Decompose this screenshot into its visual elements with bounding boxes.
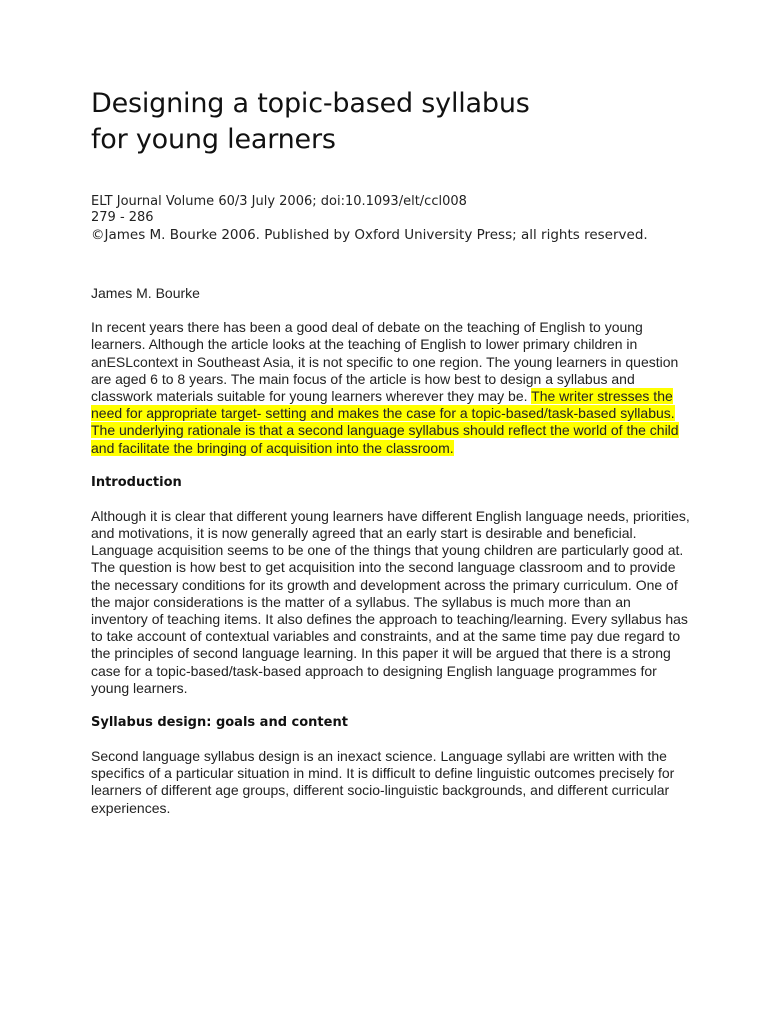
title-line-1: Designing a topic-based syllabus <box>91 88 530 119</box>
section-heading-syllabus-design: Syllabus design: goals and content <box>91 715 348 731</box>
copyright-icon: © <box>91 227 105 243</box>
highlighted-abstract-text: The writer stresses the need for appropriate target- setting and makes the case for a topic-based/task-based syllabus. The underlying rationale is that a second language syllabus should reflect the world of the child and facilitate the bringing of acquisition into the classroom. <box>91 388 679 456</box>
title-line-2: for young learners <box>91 124 336 155</box>
copyright-notice <box>91 226 691 245</box>
abstract-text: In recent years there has been a good deal of debate on the teaching of English to young learners. Although the article looks at the teaching of English to lower primary children in anESLcontext in Southeast Asia, it is not specific to one region. The young learners in question are aged 6 to 8 years. The main focus of the article is how best to design a syllabus and classwork materials suitable for young learners wherever they may be. <box>91 319 679 405</box>
abstract-paragraph <box>91 319 691 457</box>
copyright-text: James M. Bourke 2006. Published by Oxford University Press; all rights reserved. <box>104 227 648 243</box>
document-title <box>91 86 691 158</box>
section-heading-introduction: Introduction <box>91 474 182 490</box>
syllabus-design-paragraph: Second language syllabus design is an inexact science. Language syllabi are written with the specifics of a particular situation in mind. It is difficult to define linguistic outcomes precisely for learners of different age groups, different socio-linguistic backgrounds, and different curricular experiences. <box>91 748 675 816</box>
citation-block <box>91 194 691 245</box>
document-page <box>91 86 691 817</box>
journal-citation: ELT Journal Volume 60/3 July 2006; doi:10.1093/elt/ccl008 <box>91 194 467 209</box>
author-name: James M. Bourke <box>91 285 200 301</box>
page-range: 279 - 286 <box>91 210 154 225</box>
introduction-paragraph: Although it is clear that different young learners have different English language needs, priorities, and motivations, it is now generally agreed that an early start is desirable and beneficial. Language acquisition seems to be one of the things that young children are particularly good at. The question is how best to get acquisition into the second language classroom and to provide the necessary conditions for its growth and development across the primary curriculum. One of the major considerations is the matter of a syllabus. The syllabus is much more than an inventory of teaching items. It also defines the approach to teaching/learning. Every syllabus has to take account of contextual variables and constraints, and at the same time pay due regard to the principles of second language learning. In this paper it will be argued that there is a strong case for a topic-based/task-based approach to designing English language programmes for young learners. <box>91 507 690 696</box>
